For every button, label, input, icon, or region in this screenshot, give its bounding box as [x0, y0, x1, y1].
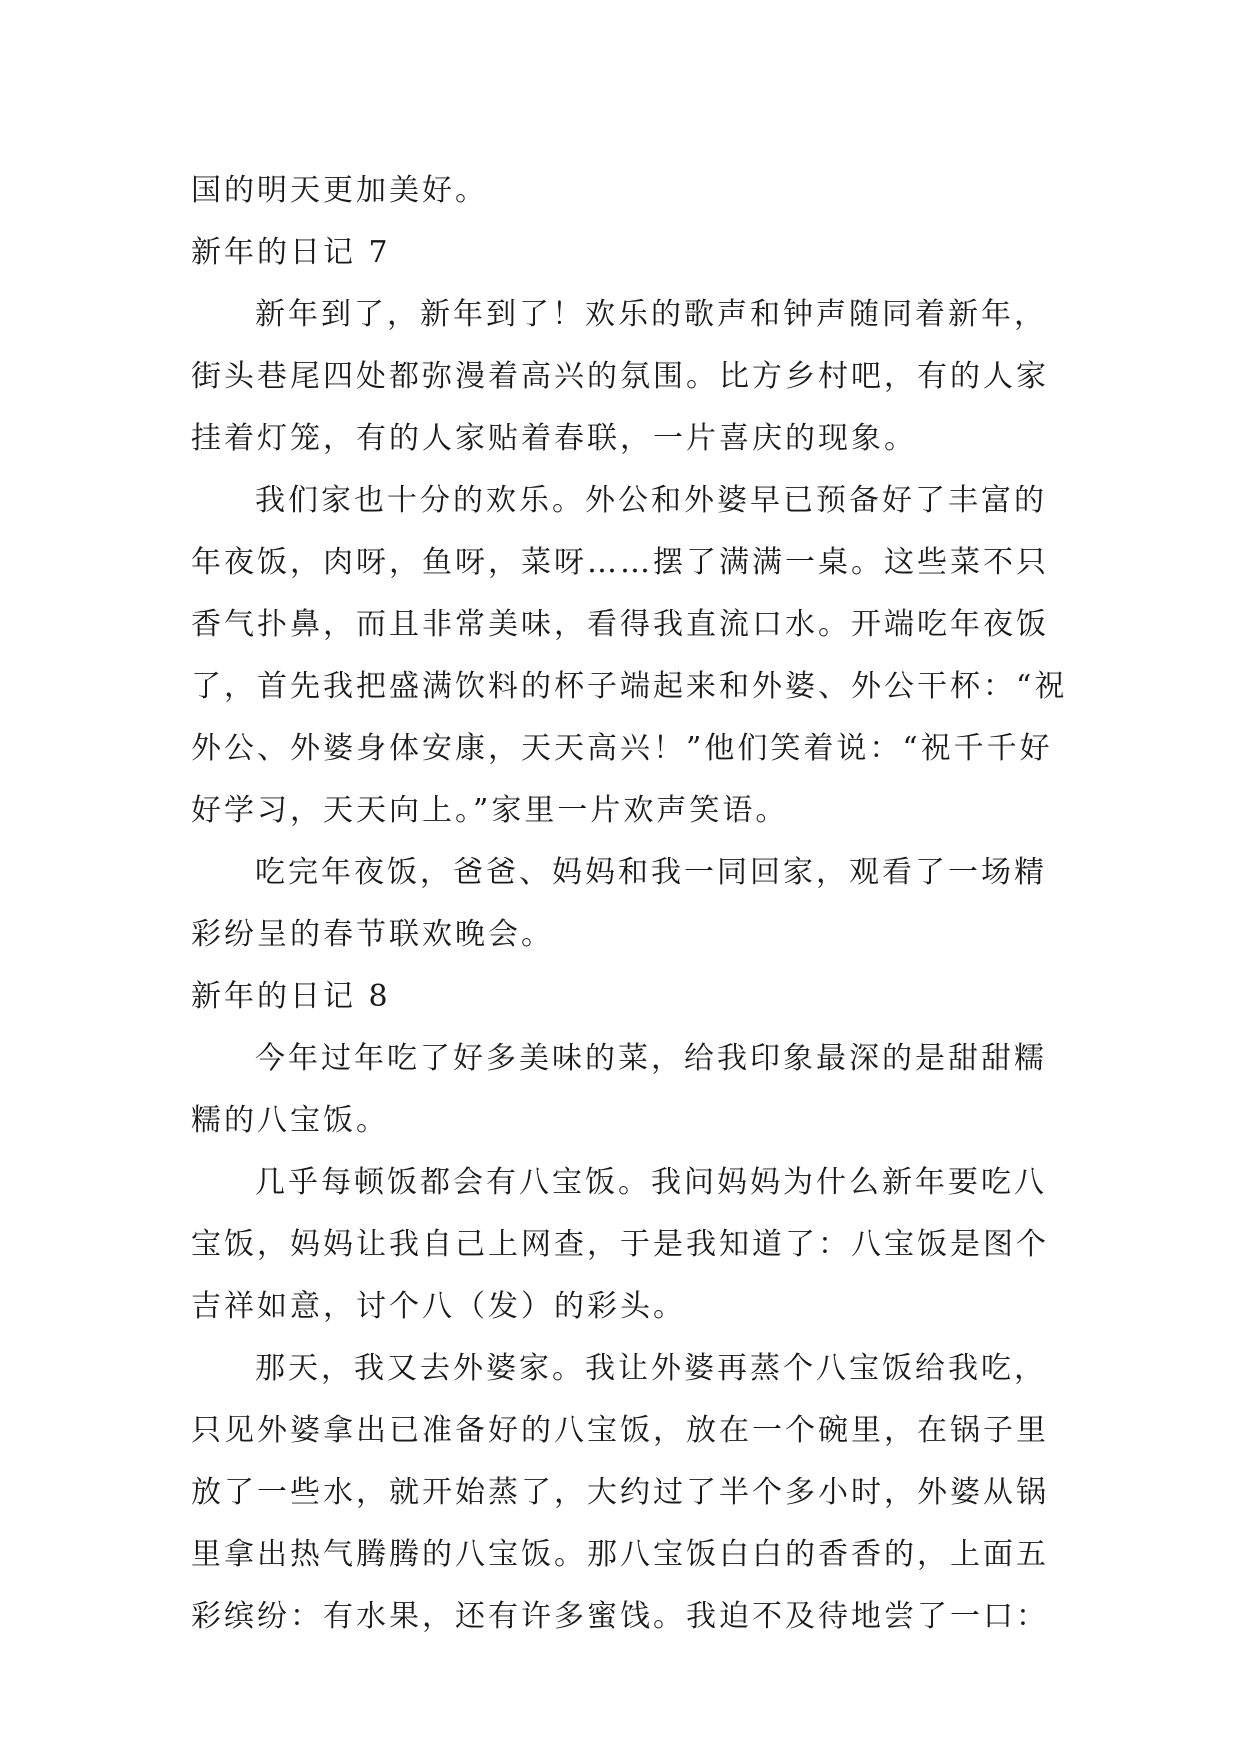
text-line: 我们家也十分的欢乐。外公和外婆早已预备好了丰富的	[255, 483, 1047, 518]
text-line: 香气扑鼻，而且非常美味，看得我直流口水。开端吃年夜饭	[191, 607, 1049, 642]
text-line: 外公、外婆身体安康，天天高兴！”他们笑着说：“祝千千好	[191, 731, 1053, 766]
text-line: 放了一些水，就开始蒸了，大约过了半个多小时，外婆从锅	[191, 1475, 1049, 1510]
document-body	[191, 160, 1071, 1648]
text-line: 街头巷尾四处都弥漫着高兴的氛围。比方乡村吧，有的人家	[191, 359, 1049, 394]
text-line: 吃完年夜饭，爸爸、妈妈和我一同回家，观看了一场精	[255, 855, 1047, 890]
section-heading: 新年的日记 8	[191, 979, 391, 1014]
text-line: 今年过年吃了好多美味的菜，给我印象最深的是甜甜糯	[255, 1041, 1047, 1076]
text-line: 吉祥如意，讨个八（发）的彩头。	[191, 1289, 686, 1324]
text-line: 那天，我又去外婆家。我让外婆再蒸个八宝饭给我吃，	[255, 1351, 1047, 1386]
text-line: 国的明天更加美好。	[191, 173, 488, 208]
text-line: 好学习，天天向上。”家里一片欢声笑语。	[191, 793, 789, 828]
text-line: 糯的八宝饭。	[191, 1103, 389, 1138]
text-line: 挂着灯笼，有的人家贴着春联，一片喜庆的现象。	[191, 421, 917, 456]
section-heading: 新年的日记 7	[191, 235, 391, 270]
text-line: 了，首先我把盛满饮料的杯子端起来和外婆、外公干杯：“祝	[191, 669, 1068, 704]
text-line: 新年到了，新年到了！欢乐的歌声和钟声随同着新年，	[255, 297, 1047, 332]
text-line: 彩缤纷：有水果，还有许多蜜饯。我迫不及待地尝了一口：	[191, 1599, 1049, 1634]
text-line: 年夜饭，肉呀，鱼呀，菜呀……摆了满满一桌。这些菜不只	[191, 545, 1049, 580]
text-line: 只见外婆拿出已准备好的八宝饭，放在一个碗里，在锅子里	[191, 1413, 1049, 1448]
text-line: 彩纷呈的春节联欢晚会。	[191, 917, 554, 952]
text-line: 宝饭，妈妈让我自己上网查，于是我知道了：八宝饭是图个	[191, 1227, 1049, 1262]
text-line: 里拿出热气腾腾的八宝饭。那八宝饭白白的香香的，上面五	[191, 1537, 1049, 1572]
text-line: 几乎每顿饭都会有八宝饭。我问妈妈为什么新年要吃八	[255, 1165, 1047, 1200]
